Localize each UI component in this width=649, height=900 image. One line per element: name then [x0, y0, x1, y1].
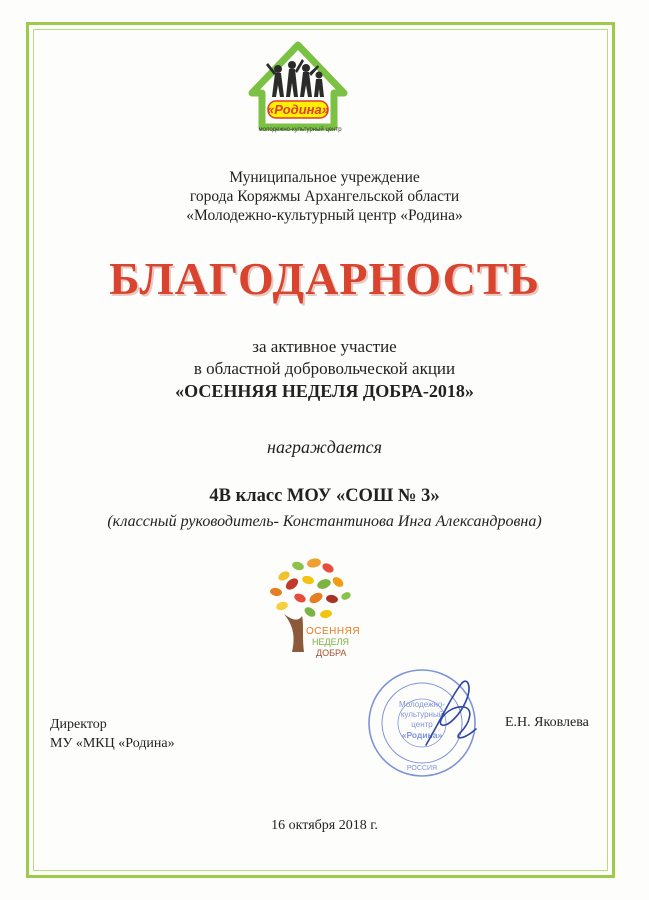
certificate-title: БЛАГОДАРНОСТЬ	[109, 253, 540, 304]
awarded-label: награждается	[267, 437, 382, 457]
autumn-logo-line-1: ОСЕННЯЯ	[306, 626, 361, 637]
stamp-line-2: культурный	[400, 710, 444, 719]
stamp-line-4: «Родина»	[401, 730, 443, 740]
organization-block	[0, 168, 649, 225]
autumn-logo-line-2: НЕДЕЛЯ	[312, 637, 350, 647]
autumn-logo-line-3: ДОБРА	[316, 648, 347, 658]
reason-line-2: в областной добровольческой акции	[193, 359, 456, 378]
rodina-logo-subtitle: молодежно-культурный центр	[258, 127, 342, 133]
stamp-line-5: РОССИЯ	[406, 765, 438, 772]
reason-line-1: за активное участие	[252, 337, 397, 356]
recipient-name: 4В класс МОУ «СОШ № 3»	[209, 486, 440, 506]
organization-line-1: Муниципальное учреждение	[229, 169, 420, 186]
autumn-week-logo	[262, 554, 372, 662]
teacher-note: (классный руководитель- Константинова Инга Александровна)	[107, 513, 542, 530]
reason-block	[0, 336, 649, 402]
rodina-logo-name: «Родина»	[267, 102, 329, 117]
issue-date: 16 октября 2018 г.	[271, 818, 378, 833]
signer-name: Е.Н. Яковлева	[505, 715, 589, 730]
director-block	[50, 715, 175, 753]
rodina-logo	[238, 35, 358, 145]
organization-line-3: «Молодежно-культурный центр «Родина»	[186, 207, 463, 224]
director-title: Директор	[50, 717, 107, 732]
organization-line-2: города Коряжмы Архангельской области	[189, 188, 460, 205]
director-organization: МУ «МКЦ «Родина»	[50, 736, 175, 751]
stamp-line-3: центр	[411, 720, 433, 729]
director-signature	[418, 675, 483, 755]
stamp-line-1: Молодежно-	[399, 700, 445, 709]
action-name: «ОСЕННЯЯ НЕДЕЛЯ ДОБРА-2018»	[175, 381, 474, 401]
